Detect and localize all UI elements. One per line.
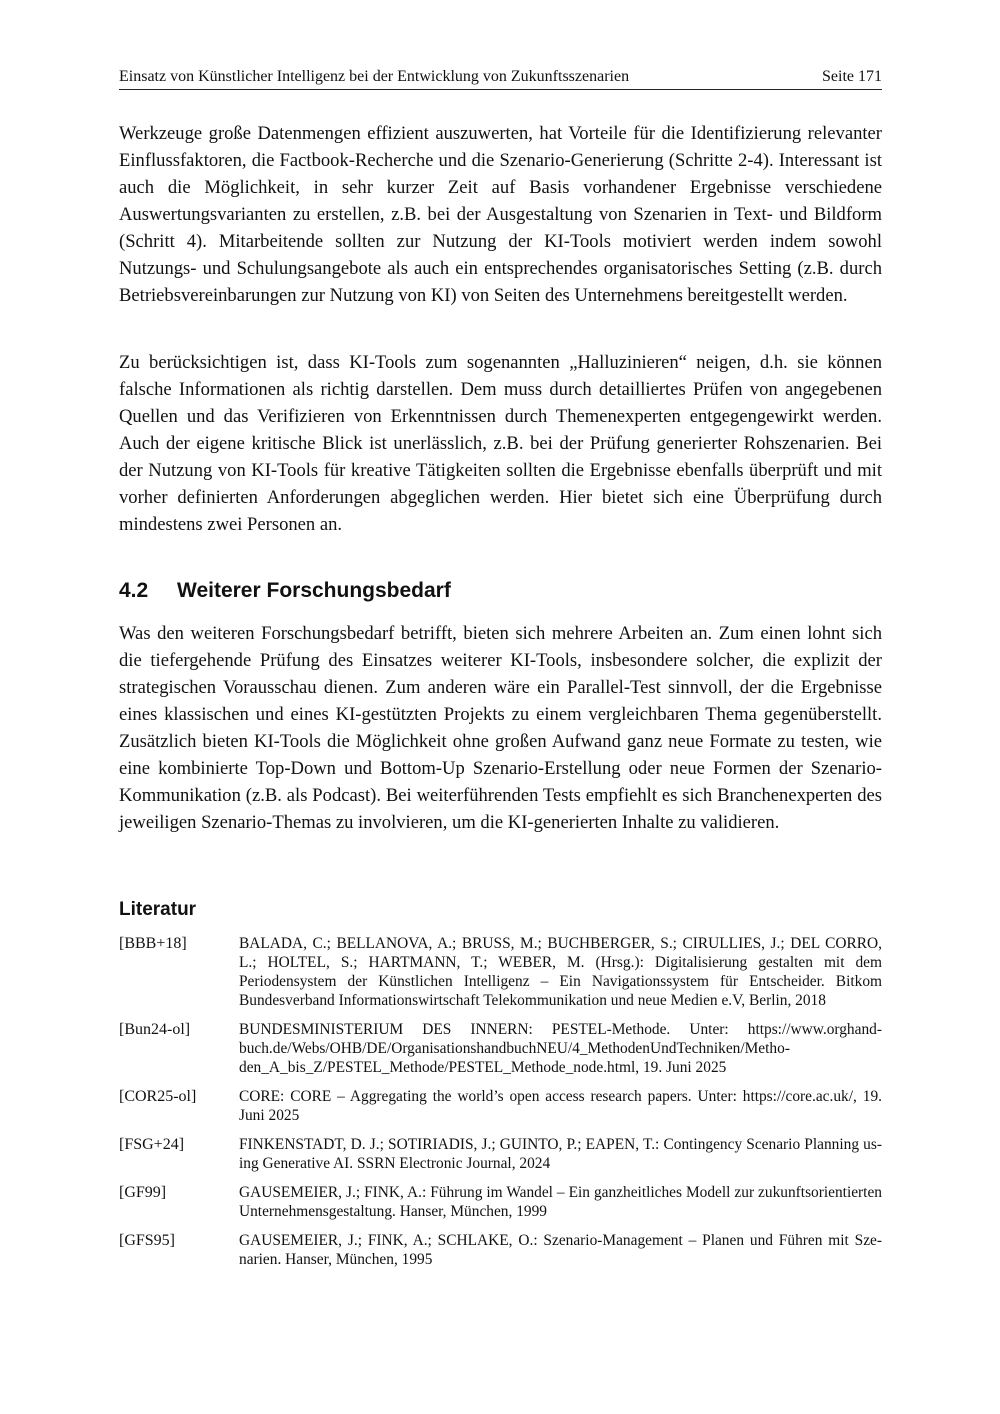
section-paragraph: Was den weiteren Forschungsbedarf betrifft, bieten sich mehrere Arbeiten an. Zum einen lohnt sich die tiefergehende Prüfung des Einsatzes weiterer KI-Tools, insbesondere solcher, die explizit der strategischen Vorausschau dienen. Zum anderen wäre ein Parallel-Test sinnvoll, der die Ergebnisse eines klassischen und eines KI-gestützten Projekts zu einem vergleichbaren Thema gegenüberstellt. Zusätzlich bieten KI-Tools die Möglichkeit ohne großen Aufwand ganz neue Formate zu testen, wie eine kombinierte Top-Down und Bottom-Up Szenario-Erstellung oder neue Formen der Szenario-Kommunikation (z.B. als Podcast). Bei weiterführenden Tests empfiehlt es sich Branchenexperten des jeweiligen Szenario-Themas zu involvieren, um die KI-generierten Inhalte zu validieren. [119, 623, 882, 833]
section-number: 4.2 [119, 579, 149, 602]
section-heading [119, 576, 451, 606]
reference-text: GAUSEMEIER, J.; FINK, A.; SCHLAKE, O.: Szenario-Management – Planen und Führen mit Szenarien. Hanser, München, 1995 [239, 1232, 882, 1268]
reference-text: CORE: CORE – Aggregating the world’s open access research papers. Unter: https://core.ac.uk/, 19. Juni 2025 [239, 1088, 882, 1124]
body-paragraph: Zu berücksichtigen ist, dass KI-Tools zum sogenannten „Halluzinieren“ neigen, d.h. sie können falsche Informationen als richtig darstellen. Dem muss durch detailliertes Prüfen von angegebenen Quellen und das Verifizieren von Erkenntnissen durch Themenexperten entgegengewirkt werden. Auch der eigene kritische Blick ist unerlässlich, z.B. bei der Prüfung generierter Rohszenarien. Bei der Nutzung von KI-Tools für kreative Tätigkeiten sollten die Ergebnisse ebenfalls überprüft und mit vorher definierten Anforderungen abgeglichen werden. Hier bietet sich eine Überprüfung durch mindestens zwei Personen an. [119, 352, 882, 535]
reference-entry [119, 1087, 882, 1125]
reference-entry [119, 1183, 882, 1221]
reference-entry [119, 1020, 882, 1077]
body-paragraph: Werkzeuge große Datenmengen effizient auszuwerten, hat Vorteile für die Identifizierung relevanter Einflussfaktoren, die Factbook-Recherche und die Szenario-Generierung (Schritte 2-4). Interessant ist auch die Möglichkeit, in sehr kurzer Zeit auf Basis vorhandener Ergebnisse verschiedene Auswertungsvarianten zu erstellen, z.B. bei der Ausgestaltung von Szenarien in Text- und Bildform (Schritt 4). Mitarbeitende sollten zur Nutzung der KI-Tools motiviert werden indem sowohl Nutzungs- und Schulungsangebote als auch ein entsprechendes organisatorisches Setting (z.B. durch Betriebsvereinbarungen zur Nutzung von KI) von Seiten des Unternehmens bereitgestellt werden. [119, 123, 882, 306]
header-title: Einsatz von Künstlicher Intelligenz bei der Entwicklung von Zukunftsszenarien [119, 68, 630, 85]
reference-text: BALADA, C.; BELLANOVA, A.; BRUSS, M.; BUCHBERGER, S.; CIRULLIES, J.; DEL CORRO, L.; HOLTEL, S.; HARTMANN, T.; WEBER, M. (Hrsg.): Digitalisierung gestalten mit dem Periodensystem der Künstlichen Intelligenz – Ein Navigationssystem für Entscheider. Bitkom Bundesverband Informationswirtschaft Telekommunikation und neue Medien e.V, Berlin, 2018 [239, 935, 882, 1009]
reference-key: [Bun24-ol] [119, 1021, 191, 1038]
reference-key: [FSG+24] [119, 1136, 185, 1153]
literature-heading: Literatur [119, 899, 197, 920]
running-header [119, 67, 882, 90]
reference-text: FINKENSTADT, D. J.; SOTIRIADIS, J.; GUINTO, P.; EAPEN, T.: Contingency Scenario Planning using Generative AI. SSRN Electronic Journal, 2024 [239, 1136, 882, 1172]
reference-text: BUNDESMINISTERIUM DES INNERN: PESTEL-Methode. Unter: https://www.orghandbuch.de/Webs/OHB/DE/OrganisationshandbuchNEU/4_MethodenUndTechniken/Methoden_A_bis_Z/PESTEL_Methode/PESTEL_Methode_node.html, 19. Juni 2025 [239, 1021, 882, 1076]
reference-entry [119, 1135, 882, 1173]
reference-entry [119, 934, 882, 1010]
reference-key: [BBB+18] [119, 935, 187, 952]
page-number: Seite 171 [822, 68, 882, 85]
reference-key: [GF99] [119, 1184, 167, 1201]
reference-key: [COR25-ol] [119, 1088, 197, 1105]
reference-key: [GFS95] [119, 1232, 176, 1249]
section-title: Weiterer Forschungsbedarf [177, 579, 451, 602]
reference-entry [119, 1231, 882, 1269]
reference-list [119, 934, 882, 1279]
reference-text: GAUSEMEIER, J.; FINK, A.: Führung im Wandel – Ein ganzheitliches Modell zur zukunftsorientierten Unternehmensgestaltung. Hanser, München, 1999 [239, 1184, 882, 1220]
